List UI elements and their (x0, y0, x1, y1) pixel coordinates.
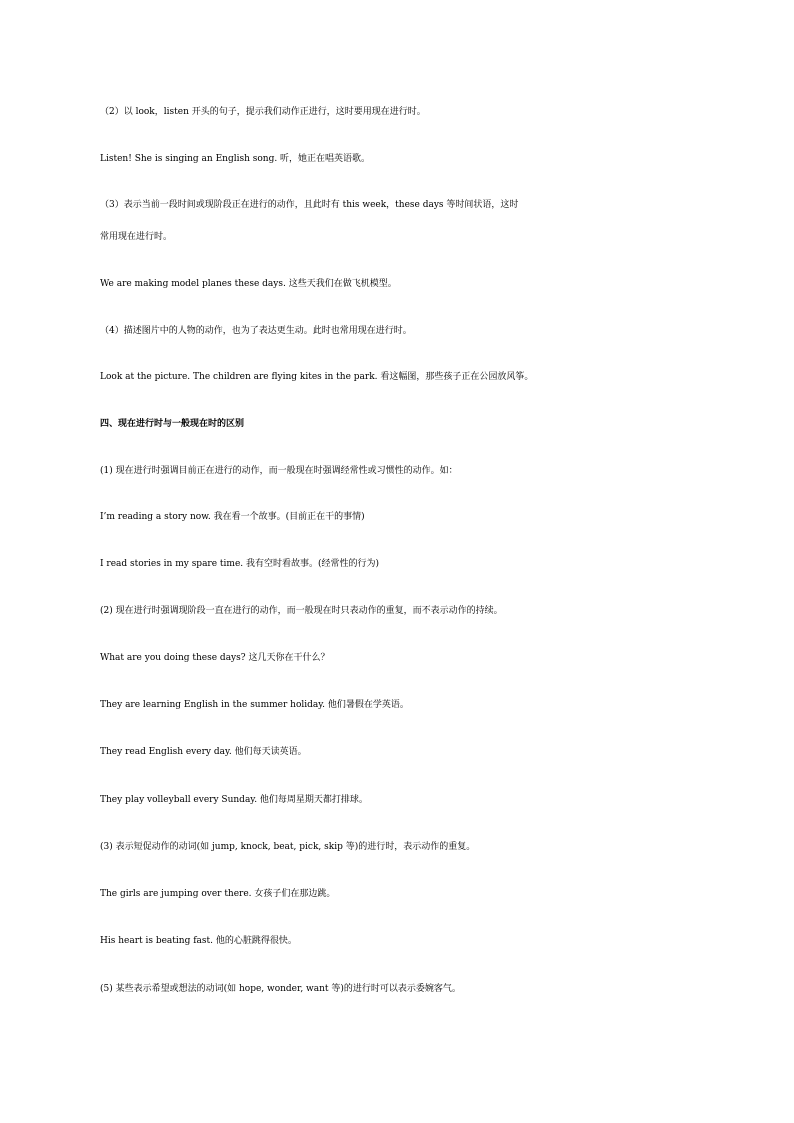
example-heart-beating: His heart is beating fast. 他的心脏跳得很快。 (100, 936, 297, 946)
example-reading-now: I’m reading a story now. 我在看一个故事。(目前正在干的事情) (100, 512, 365, 522)
example-these-days: What are you doing these days? 这几天你在干什么？ (100, 653, 330, 663)
rule-3-continued: 常用现在进行时。 (100, 232, 173, 242)
rule-2-look-listen: （2）以 look，listen 开头的句子，提示我们动作正进行，这时要用现在进行时。 (100, 107, 426, 117)
rule-3-these-days: （3）表示当前一段时间或现阶段正在进行的动作，且此时有 this week，these days 等时间状语，这时 (100, 200, 519, 210)
diff-5: (5) 某些表示希望或想法的动词(如 hope, wonder, want 等)的进行时可以表示委婉客气。 (100, 984, 461, 994)
rule-4-pictures: （4）描述图片中的人物的动作，也为了表达更生动。此时也常用现在进行时。 (100, 326, 412, 336)
diff-2: (2) 现在进行时强调现阶段一直在进行的动作，而一般现在时只表动作的重复，而不表示动作的持续。 (100, 606, 503, 616)
example-every-day: They read English every day. 他们每天读英语。 (100, 747, 307, 757)
diff-3: (3) 表示短促动作的动词(如 jump, knock, beat, pick, skip 等)的进行时，表示动作的重复。 (100, 842, 476, 852)
example-summer-holiday: They are learning English in the summer holiday. 他们暑假在学英语。 (100, 700, 409, 710)
diff-1: (1) 现在进行时强调目前正在进行的动作，而一般现在时强调经常性或习惯性的动作。如： (100, 466, 458, 476)
example-jumping: The girls are jumping over there. 女孩子们在那边跳。 (100, 889, 336, 899)
example-flying-kites: Look at the picture. The children are flying kites in the park. 看这幅图，那些孩子正在公园放风筝。 (100, 372, 534, 382)
example-listen: Listen! She is singing an English song. 听，她正在唱英语歌。 (100, 154, 371, 164)
example-model-planes: We are making model planes these days. 这些天我们在做飞机模型。 (100, 279, 397, 289)
section-heading-4: 四、现在进行时与一般现在时的区别 (100, 419, 245, 429)
example-volleyball: They play volleyball every Sunday. 他们每周星期天都打排球。 (100, 795, 368, 805)
example-spare-time: I read stories in my spare time. 我有空时看故事。(经常性的行为) (100, 559, 380, 569)
